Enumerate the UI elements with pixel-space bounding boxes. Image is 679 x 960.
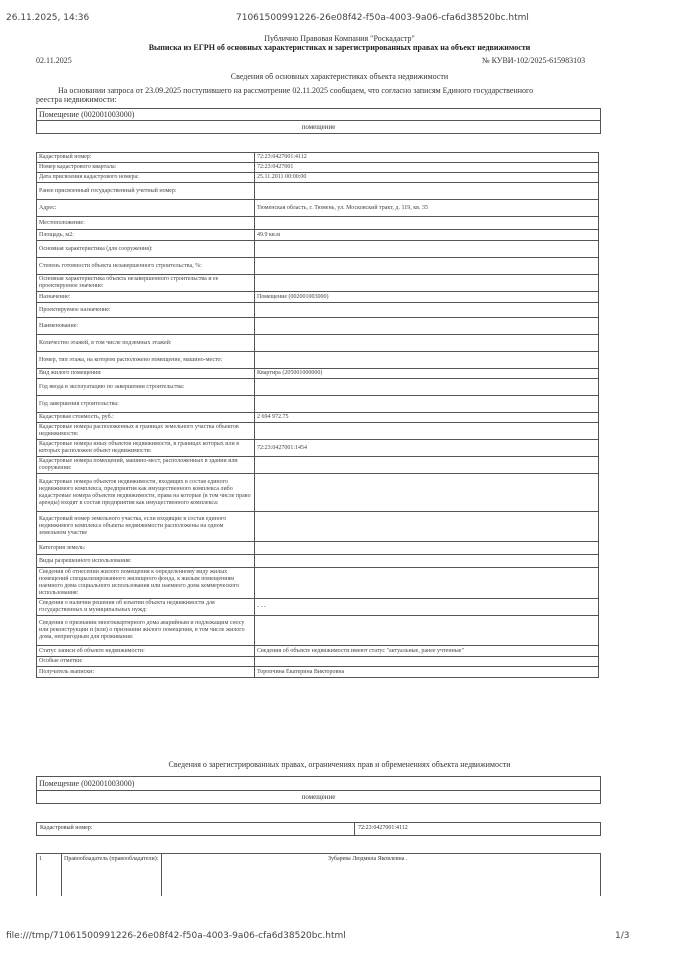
table-row — [37, 258, 599, 275]
row-value — [255, 542, 599, 555]
row-value: Тюменская область, г. Тюмень, ул. Московский тракт, д. 119, кв. 35 — [255, 200, 599, 217]
row-value — [255, 474, 599, 512]
row-label: Категория земель: — [37, 542, 255, 555]
table-row — [37, 292, 599, 303]
owner-value: Зубарева Людмила Яковлевна . — [328, 856, 408, 862]
row-label: Вид жилого помещения: — [37, 369, 255, 379]
table-row — [37, 153, 599, 163]
table-row — [37, 303, 599, 318]
row-value — [255, 217, 599, 230]
row-value: Квартира (205001000000) — [255, 369, 599, 379]
row-value — [255, 352, 599, 369]
row-label: Кадастровая стоимость, руб.: — [37, 413, 255, 423]
row-label: Кадастровые номера расположенных в границах земельного участка объектов недвижимости: — [37, 423, 255, 440]
row-value: - - - — [255, 599, 599, 616]
row-label: Номер, тип этажа, на котором расположено помещение, машино-место: — [37, 352, 255, 369]
row-value — [255, 335, 599, 352]
rights-cad-label: Кадастровый номер: — [40, 825, 93, 831]
row-value — [255, 379, 599, 396]
rights-object-type: Помещение (002001003000) — [39, 779, 135, 788]
row-label: Кадастровые номера объектов недвижимости, входящих в состав единого недвижимого комплекса, предприятия как имущественного комплекса либо кадастровые номера объектов недвижимости, права на которые (в том числе право аренды) входят в состав предприятия как имущественного комплекса: — [37, 474, 255, 512]
row-label: Виды разрешенного использования: — [37, 555, 255, 568]
table-row — [37, 369, 599, 379]
row-label: Дата присвоения кадастрового номера: — [37, 173, 255, 183]
row-value: 72:23:0427001:4112 — [255, 153, 599, 163]
row-value: 72:23:0427001 — [255, 163, 599, 173]
owner-label: Правообладатель (правообладатели): — [64, 856, 159, 862]
row-value — [255, 457, 599, 474]
table-row — [37, 230, 599, 241]
object-kind: помещение — [301, 123, 336, 131]
table-row — [37, 423, 599, 440]
print-page-number: 1/3 — [615, 931, 630, 941]
characteristics-table — [36, 152, 599, 678]
table-row — [37, 512, 599, 542]
owner-index: 1 — [39, 856, 42, 862]
table-row — [37, 599, 599, 616]
table-row — [37, 335, 599, 352]
row-value: 25.11.2011 00:00:00 — [255, 173, 599, 183]
row-label: Получатель выписки: — [37, 667, 255, 678]
row-label: Кадастровый номер: — [37, 153, 255, 163]
row-value — [255, 657, 599, 667]
print-datetime: 26.11.2025, 14:36 — [6, 13, 90, 23]
row-value — [255, 183, 599, 200]
doc-date: 02.11.2025 — [36, 56, 72, 65]
rights-object-kind: помещение — [301, 793, 336, 801]
org-name: Публично Правовая Компания "Роскадастр" — [264, 34, 415, 43]
row-label: Ранее присвоенный государственный учетный номер: — [37, 183, 255, 200]
table-row — [37, 173, 599, 183]
row-value: Помещение (002001003000) — [255, 292, 599, 303]
rights-cad-row — [36, 822, 601, 836]
row-value: 49.9 кв.м — [255, 230, 599, 241]
row-value: Сведения об объекте недвижимости имеют статус "актуальные, ранее учтенные" — [255, 646, 599, 657]
table-row — [37, 568, 599, 599]
row-value — [255, 423, 599, 440]
row-label: Год завершения строительства: — [37, 396, 255, 413]
section2-title: Сведения о зарегистрированных правах, ограничениях прав и обременениях объекта недвижимости — [168, 760, 511, 769]
row-value: 72:23:0427001:1454 — [255, 440, 599, 457]
row-label: Основная характеристика (для сооружения): — [37, 241, 255, 258]
row-value: 2 694 972.75 — [255, 413, 599, 423]
table-row — [37, 318, 599, 335]
table-row — [37, 616, 599, 646]
table-row — [37, 352, 599, 369]
section1-title: Сведения об основных характеристиках объекта недвижимости — [230, 72, 449, 81]
table-row — [37, 474, 599, 512]
table-row — [37, 183, 599, 200]
table-row — [37, 200, 599, 217]
row-label: Номер кадастрового квартала: — [37, 163, 255, 173]
row-value — [255, 512, 599, 542]
table-row — [37, 457, 599, 474]
table-row — [37, 542, 599, 555]
row-value — [255, 568, 599, 599]
table-row — [37, 275, 599, 292]
table-row — [37, 555, 599, 568]
table-row — [37, 379, 599, 396]
intro-line2: реестра недвижимости: — [36, 95, 117, 104]
row-label: Статус записи об объекте недвижимости: — [37, 646, 255, 657]
doc-number: № КУВИ-102/2025-615983103 — [482, 56, 586, 65]
row-label: Адрес: — [37, 200, 255, 217]
row-value — [255, 318, 599, 335]
row-label: Кадастровые номера иных объектов недвижимости, в границах которых или в которых расположен объект недвижимости: — [37, 440, 255, 457]
print-footer-path: file:///tmp/71061500991226-26e08f42-f50a-4003-9a06-cfa6d38520bc.html — [6, 931, 346, 941]
row-label: Проектируемое назначение: — [37, 303, 255, 318]
table-row — [37, 396, 599, 413]
row-label: Степень готовности объекта незавершенного строительства, %: — [37, 258, 255, 275]
row-label: Площадь, м2: — [37, 230, 255, 241]
row-label: Наименование: — [37, 318, 255, 335]
rights-cad-value: 72:23:0427001:4112 — [358, 825, 408, 831]
row-value: Торопчина Екатерина Викторовна — [255, 667, 599, 678]
table-row — [37, 413, 599, 423]
owner-block — [36, 853, 601, 896]
table-row — [37, 241, 599, 258]
row-value — [255, 616, 599, 646]
row-value — [255, 303, 599, 318]
doc-heading: Выписка из ЕГРН об основных характеристиках и зарегистрированных правах на объект недвижимости — [148, 43, 531, 52]
table-row — [37, 217, 599, 230]
object-type-box — [36, 108, 601, 134]
row-label: Основная характеристика объекта незавершенного строительства и ее проектируемое значение: — [37, 275, 255, 292]
row-value — [255, 396, 599, 413]
intro-line1: На основании запроса от 23.09.2025 поступившего на рассмотрение 02.11.2025 сообщаем, что согласно записям Единого государственного — [58, 86, 534, 95]
row-label: Назначение: — [37, 292, 255, 303]
row-label: Сведения о признании многоквартирного дома аварийным и подлежащим сносу или реконструкции и (или) о признании жилого помещения, в том числе жилого дома, непригодным для проживания: — [37, 616, 255, 646]
table-row — [37, 646, 599, 657]
table-row — [37, 667, 599, 678]
table-row — [37, 657, 599, 667]
object-type: Помещение (002001003000) — [39, 110, 135, 119]
row-value — [255, 241, 599, 258]
row-label: Сведения об отнесении жилого помещения к определенному виду жилых помещений специализированного жилищного фонда, к жилым помещениям наемного дома социального использования или наемного дома коммерческого использования: — [37, 568, 255, 599]
row-value — [255, 258, 599, 275]
row-label: Сведения о наличии решения об изъятии объекта недвижимости для государственных и муниципальных нужд: — [37, 599, 255, 616]
row-label: Кадастровые номера помещений, машино-мест, расположенных в здании или сооружении: — [37, 457, 255, 474]
row-value — [255, 555, 599, 568]
row-label: Местоположение: — [37, 217, 255, 230]
row-label: Кадастровый номер земельного участка, если входящие в состав единого недвижимого комплекса объекты недвижимости расположены на одном земельном участке — [37, 512, 255, 542]
row-label: Особые отметки: — [37, 657, 255, 667]
print-title: 71061500991226-26e08f42-f50a-4003-9a06-cfa6d38520bc.html — [236, 13, 529, 23]
row-value — [255, 275, 599, 292]
table-row — [37, 163, 599, 173]
table-row — [37, 440, 599, 457]
row-label: Год ввода в эксплуатацию по завершении строительства: — [37, 379, 255, 396]
rights-object-box — [36, 776, 601, 804]
row-label: Количество этажей, в том числе подземных этажей: — [37, 335, 255, 352]
